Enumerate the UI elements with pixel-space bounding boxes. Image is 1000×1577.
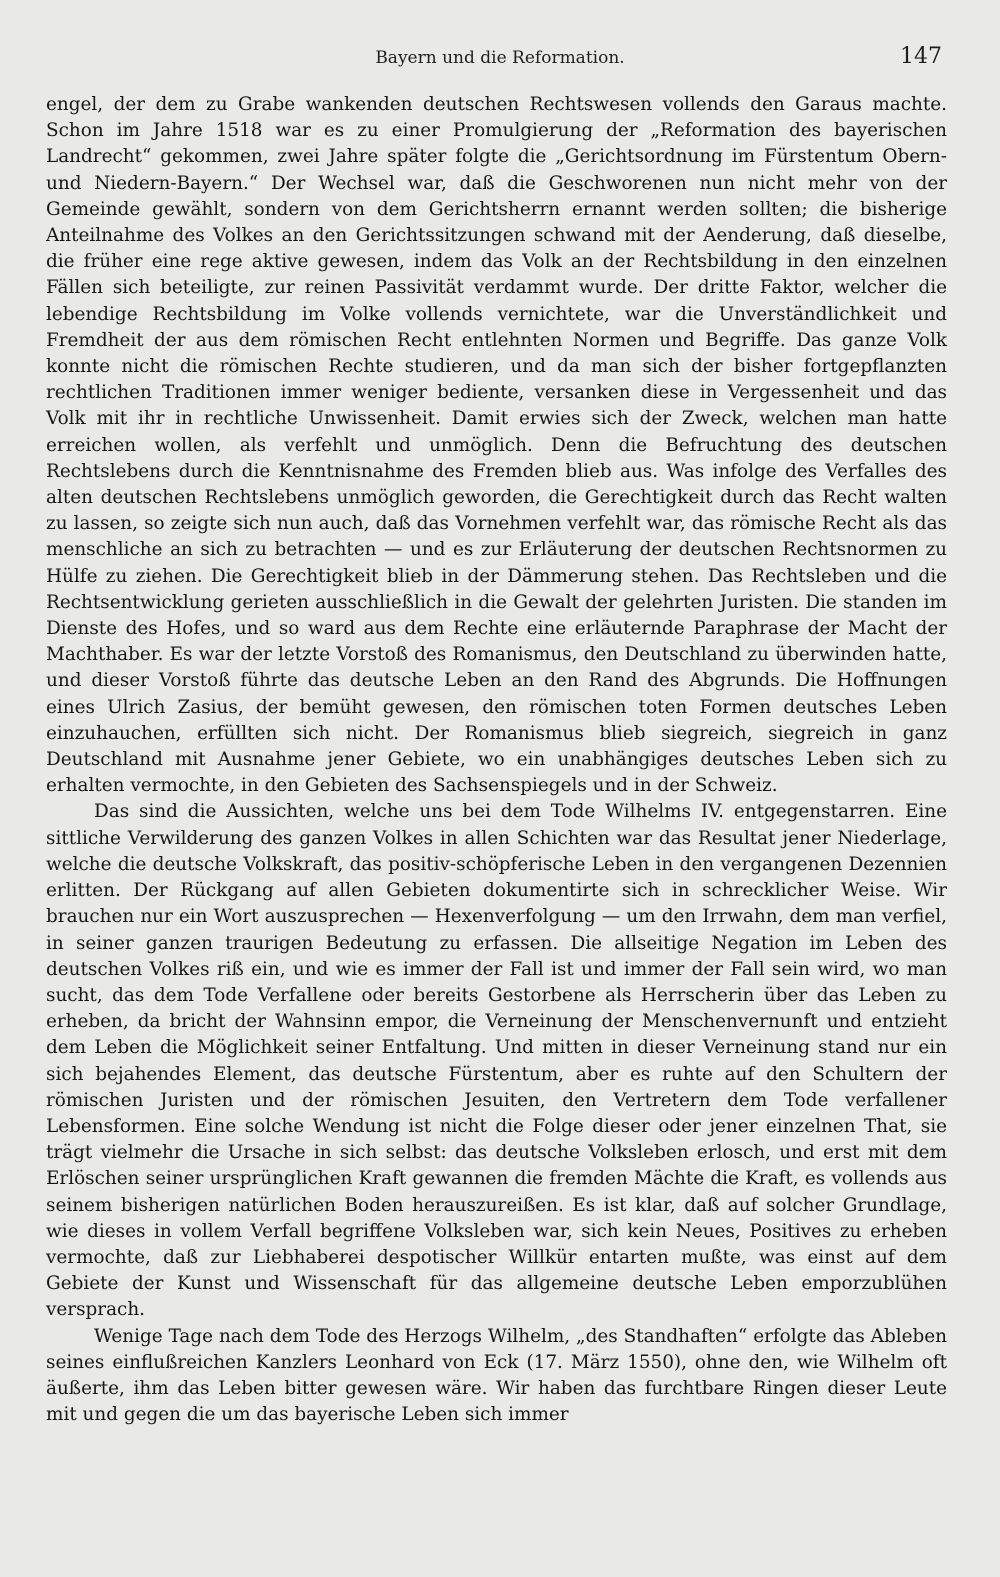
body-text [46, 92, 947, 1428]
running-title: Bayern und die Reformation. [375, 48, 625, 68]
running-head [0, 44, 1000, 74]
page-number: 147 [900, 44, 942, 69]
paragraph: engel, der dem zu Grabe wankenden deutschen Rechtswesen vollends den Garaus machte. Schon im Jahre 1518 war es zu einer Promulgierung der „Reformation des bayerischen Landrecht“ gekommen, zwei Jahre später folgte die „Gerichtsordnung im Fürstentum Obern- und Niedern-Bayern.“ Der Wechsel war, daß die Geschworenen nun nicht mehr von der Gemeinde gewählt, sondern von dem Gerichtsherrn ernannt werden sollten; die bisherige Anteilnahme des Volkes an den Gerichtssitzungen schwand mit der Aenderung, daß dieselbe, die früher eine rege aktive gewesen, indem das Volk an der Rechtsbildung in den einzelnen Fällen sich beteiligte, zur reinen Passivität verdammt wurde. Der dritte Faktor, welcher die lebendige Rechtsbildung im Volke vollends vernichtete, war die Unverständlichkeit und Fremdheit der aus dem römischen Recht entlehnten Normen und Begriffe. Das ganze Volk konnte nicht die römischen Rechte studieren, und da man sich der bisher fortgepflanzten rechtlichen Traditionen immer weniger bediente, versanken diese in Vergessenheit und das Volk mit ihr in rechtliche Unwissenheit. Damit erwies sich der Zweck, welchen man hatte erreichen wollen, als verfehlt und unmöglich. Denn die Befruchtung des deutschen Rechtslebens durch die Kenntnisnahme des Fremden blieb aus. Was infolge des Verfalles des alten deutschen Rechtslebens unmöglich geworden, die Gerechtigkeit durch das Recht walten zu lassen, so zeigte sich nun auch, daß das Vornehmen verfehlt war, das römische Recht als das menschliche an sich zu betrachten — und es zur Erläuterung der deutschen Rechtsnormen zu Hülfe zu ziehen. Die Gerechtigkeit blieb in der Dämmerung stehen. Das Rechtsleben und die Rechtsentwicklung gerieten ausschließlich in die Gewalt der gelehrten Juristen. Die standen im Dienste des Hofes, und so ward aus dem Rechte eine erläuternde Paraphrase der Macht der Machthaber. Es war der letzte Vorstoß des Romanismus, den Deutschland zu überwinden hatte, und dieser Vorstoß führte das deutsche Leben an den Rand des Abgrunds. Die Hoffnungen eines Ulrich Zasius, der bemüht gewesen, den römischen toten Formen deutsches Leben einzuhauchen, erfüllten sich nicht. Der Romanismus blieb siegreich, siegreich in ganz Deutschland mit Ausnahme jener Gebiete, wo ein unabhängiges deutsches Leben sich zu erhalten vermochte, in den Gebieten des Sachsenspiegels und in der Schweiz. [46, 94, 947, 797]
paragraph: Das sind die Aussichten, welche uns bei dem Tode Wilhelms IV. entgegenstarren. Eine sittliche Verwilderung des ganzen Volkes in allen Schichten war das Resultat jener Niederlage, welche die deutsche Volkskraft, das positiv-schöpferische Leben in den vergangenen Dezennien erlitten. Der Rückgang auf allen Gebieten dokumentirte sich in schrecklicher Weise. Wir brauchen nur ein Wort auszusprechen — Hexenverfolgung — um den Irrwahn, dem man verfiel, in seiner ganzen traurigen Bedeutung zu erfassen. Die allseitige Negation im Leben des deutschen Volkes riß ein, und wie es immer der Fall ist und immer der Fall sein wird, wo man sucht, das dem Tode Verfallene oder bereits Gestorbene als Herrscherin über das Leben zu erheben, da bricht der Wahnsinn empor, die Verneinung der Menschenvernunft und entzieht dem Leben die Möglichkeit seiner Entfaltung. Und mitten in dieser Verneinung stand nur ein sich bejahendes Element, das deutsche Fürstentum, aber es ruhte auf den Schultern der römischen Juristen und der römischen Jesuiten, den Vertretern dem Tode verfallener Lebensformen. Eine solche Wendung ist nicht die Folge dieser oder jener einzelnen That, sie trägt vielmehr die Ursache in sich selbst: das deutsche Volksleben erlosch, und erst mit dem Erlöschen seiner ursprünglichen Kraft gewannen die fremden Mächte die Kraft, es vollends aus seinem bisherigen natürlichen Boden herauszureißen. Es ist klar, daß auf solcher Grundlage, wie dieses in vollem Verfall begriffene Volksleben war, sich kein Neues, Positives zu erheben vermochte, daß zur Liebhaberei despotischer Willkür entarten mußte, was einst auf dem Gebiete der Kunst und Wissenschaft für das allgemeine deutsche Leben emporzublühen versprach. [46, 801, 947, 1321]
paragraph: Wenige Tage nach dem Tode des Herzogs Wilhelm, „des Standhaften“ erfolgte das Ableben seines einflußreichen Kanzlers Leonhard von Eck (17. März 1550), ohne den, wie Wilhelm oft äußerte, ihm das Leben bitter gewesen wäre. Wir haben das furchtbare Ringen dieser Leute mit und gegen die um das bayerische Leben sich immer [46, 1325, 947, 1426]
